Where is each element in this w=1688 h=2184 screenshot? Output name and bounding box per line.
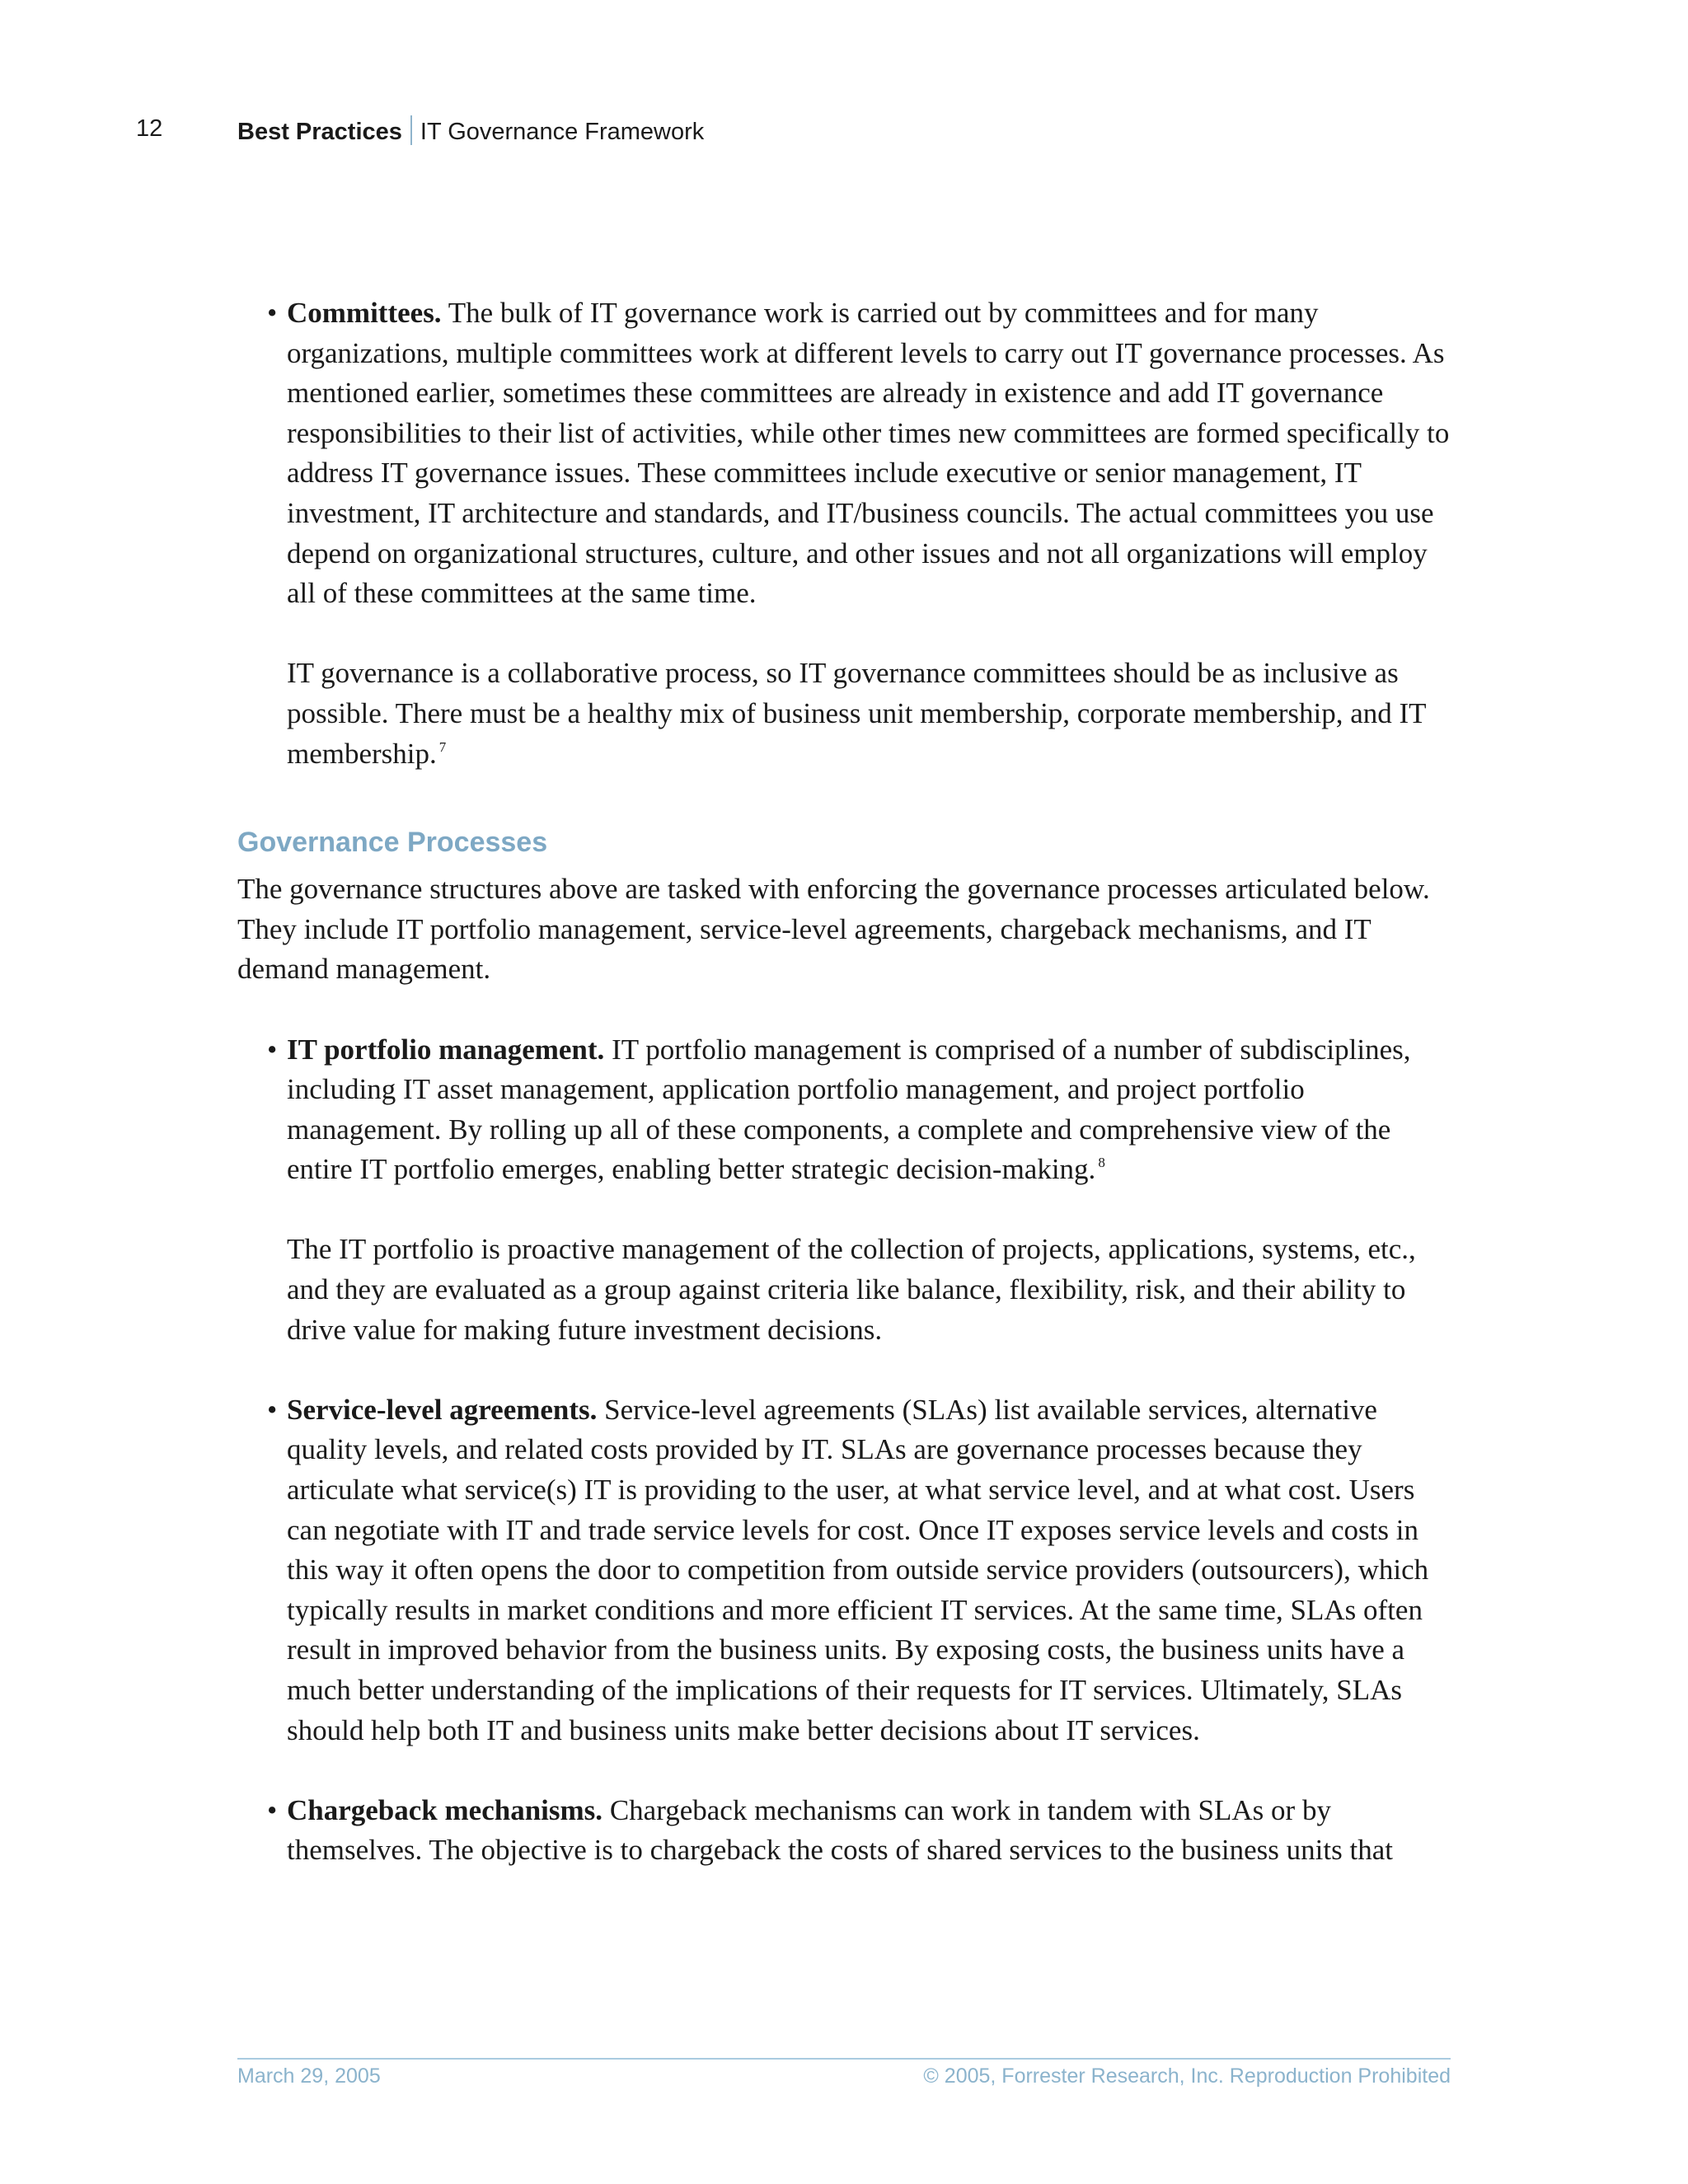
section-heading-governance-processes: Governance Processes bbox=[237, 827, 548, 859]
footnote-ref-8: 8 bbox=[1098, 1155, 1105, 1171]
footer-copyright: © 2005, Forrester Research, Inc. Reproduction Prohibited bbox=[923, 2064, 1451, 2088]
governance-processes-intro: The governance structures above are tasked with enforcing the governance processes articulated below. They include IT portfolio management, service-level agreements, chargeback mechanisms, and IT demand management. bbox=[237, 873, 1430, 986]
sla-text: Service-level agreements (SLAs) list available services, alternative quality levels, and related costs provided by IT. SLAs are governance processes because they articulate what service(s) IT is providing to the user, at what service level, and at what cost. Users can negotiate with IT and trade service levels for cost. Once IT exposes service levels and costs in this way it often opens the door to competition from outside service providers (outsourcers), which typically results in market conditions and more efficient IT services. At the same time, SLAs often result in improved behavior from the business units. By exposing costs, the business units have a much better understanding of the implications of their requests for IT services. Ultimately, SLAs should help both IT and business units make better decisions about IT services. bbox=[287, 1393, 1429, 1746]
running-head-section: Best Practices bbox=[237, 119, 402, 145]
chargeback-paragraph bbox=[287, 1791, 1457, 1871]
footer-rule bbox=[237, 2058, 1451, 2060]
portfolio-title: IT portfolio management. bbox=[287, 1033, 605, 1066]
portfolio-text: IT portfolio management is comprised of a number of subdisciplines, including IT asset management, application portfolio management, and project portfolio management. By rolling up all of these components, a complete and comprehensive view of the entire IT portfolio emerges, enabling better strategic decision-making. bbox=[287, 1033, 1411, 1186]
sla-title: Service-level agreements. bbox=[287, 1393, 598, 1426]
page-header bbox=[0, 115, 1688, 152]
committees-para2-text: IT governance is a collaborative process, so IT governance committees should be as inclusive as possible. There must be a healthy mix of business unit membership, corporate membership, and IT membership. bbox=[287, 657, 1426, 770]
committees-title: Committees. bbox=[287, 297, 442, 329]
bullet-committees bbox=[237, 293, 1457, 614]
bullet-sla bbox=[237, 1390, 1457, 1750]
chargeback-text: Chargeback mechanisms can work in tandem with SLAs or by themselves. The objective is to chargeback the costs of shared services to the business units that bbox=[287, 1793, 1393, 1867]
footnote-ref-7: 7 bbox=[438, 738, 447, 755]
chargeback-title: Chargeback mechanisms. bbox=[287, 1793, 603, 1826]
sla-paragraph bbox=[287, 1390, 1457, 1750]
portfolio-paragraph bbox=[287, 1030, 1457, 1190]
committees-text: The bulk of IT governance work is carried out by committees and for many organizations, multiple committees work at different levels to carry out IT governance processes. As mentioned earlier, sometimes these committees are already in existence and add IT governance responsibilities to their list of activities, while other times new committees are formed specifically to address IT governance issues. These committees include executive or senior management, IT investment, IT architecture and standards, and IT/business councils. The actual committees you use depend on organizational structures, culture, and other issues and not all organizations will employ all of these committees at the same time. bbox=[287, 297, 1450, 610]
page-number: 12 bbox=[136, 115, 163, 142]
header-divider bbox=[410, 115, 412, 145]
bullet-marker: • bbox=[267, 1033, 278, 1066]
bullet-marker: • bbox=[267, 297, 278, 329]
footer-date: March 29, 2005 bbox=[237, 2064, 381, 2088]
bullet-chargeback bbox=[237, 1791, 1457, 1871]
running-head-title: IT Governance Framework bbox=[420, 119, 705, 145]
portfolio-paragraph-2: The IT portfolio is proactive management of the collection of projects, applications, systems, etc., and they are evaluated as a group against criteria like balance, flexibility, risk, and their ability to drive value for making future investment decisions. bbox=[287, 1233, 1416, 1346]
page-body bbox=[237, 293, 1457, 1871]
committees-paragraph-2 bbox=[237, 654, 1457, 774]
bullet-portfolio bbox=[237, 1030, 1457, 1190]
running-head bbox=[237, 115, 704, 146]
bullet-marker: • bbox=[267, 1393, 278, 1426]
bullet-marker: • bbox=[267, 1793, 278, 1826]
committees-paragraph bbox=[287, 293, 1457, 614]
